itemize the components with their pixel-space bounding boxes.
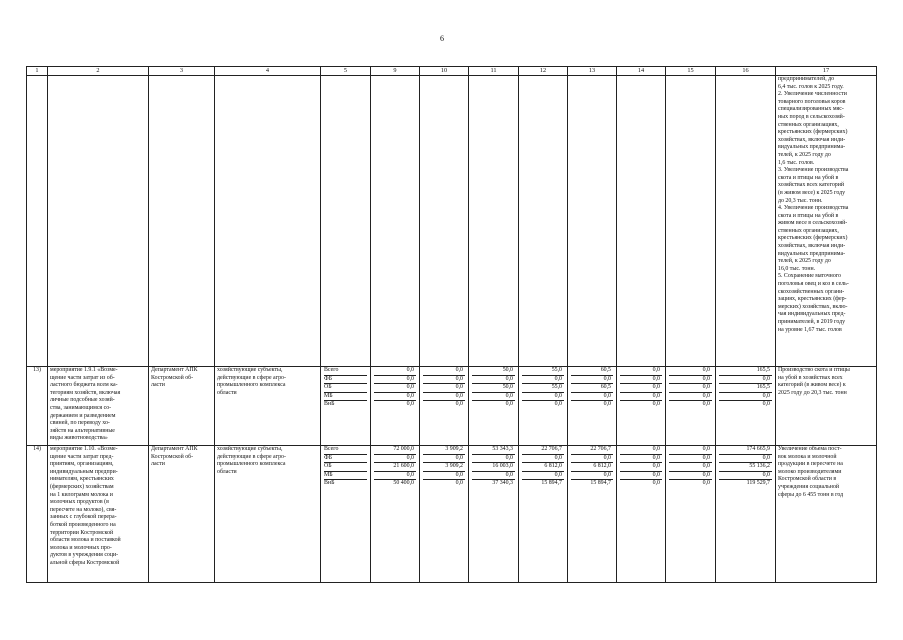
- amount-cell: [420, 367, 469, 446]
- continuation-cell: [371, 76, 420, 367]
- text-line: области молока и поставкой: [50, 537, 121, 544]
- result-line: телей, к 2025 году до: [778, 258, 831, 265]
- text-line: промышленного комплекса: [217, 461, 286, 468]
- result-line: живом весе в сельскохозяй-: [778, 220, 848, 227]
- amount-value: 60,5: [571, 384, 613, 393]
- amount-value: 16 003,0: [472, 463, 515, 472]
- amount-value: 0,0: [423, 472, 465, 481]
- text-line: области: [217, 468, 237, 475]
- text-line: держанием и разведением: [50, 412, 116, 419]
- result-line: 2. Увеличение численности: [778, 91, 847, 98]
- amount-value: 0,0: [652, 480, 660, 487]
- result-line: хозяйствах, включая инди-: [778, 243, 846, 250]
- header-cell: 16: [716, 67, 776, 76]
- amount-value: 0,0: [522, 455, 564, 464]
- amount-value: 0,0: [455, 401, 463, 408]
- amount-value: 0,0: [719, 376, 772, 385]
- amount-value: 119 529,7: [746, 480, 770, 487]
- amount-value: 0,0: [620, 446, 662, 455]
- amount-cell: [568, 367, 617, 446]
- amount-value: 0,0: [423, 367, 465, 376]
- text-line: ласти: [151, 461, 165, 468]
- amount-value: 0,0: [472, 376, 515, 385]
- result-line: 2025 году до 20,3 тыс. тонн: [778, 389, 847, 396]
- header-row: [27, 67, 877, 76]
- result-line: предпринимателей, до: [778, 76, 835, 82]
- amount-value: 37 340,3: [492, 480, 513, 487]
- text-line: щение части затрат пред-: [50, 453, 114, 460]
- amount-value: 0,0: [620, 367, 662, 376]
- text-line: приятиям, организациям,: [50, 461, 114, 468]
- page-number: 6: [440, 34, 444, 43]
- funding-source: МБ: [324, 393, 367, 402]
- result-line: 6,4 тыс. голов к 2025 году.: [778, 83, 844, 90]
- continuation-cell: [321, 76, 371, 367]
- amount-value: 0,0: [571, 393, 613, 402]
- amount-value: 0,0: [472, 393, 515, 402]
- result-line: вок молока и молочной: [778, 453, 837, 460]
- header-cell: 5: [321, 67, 371, 76]
- amount-value: 0,0: [522, 376, 564, 385]
- text-line: Костромской об-: [151, 453, 194, 460]
- text-line: свиней, по переводу хо-: [50, 420, 110, 427]
- amount-cell: [519, 446, 568, 583]
- amount-value: 0,0: [406, 401, 414, 408]
- amount-value: 0,0: [603, 401, 611, 408]
- amount-value: 15 894,7: [541, 480, 562, 487]
- funding-source: ФБ: [324, 376, 367, 385]
- result-line: ственных организациях,: [778, 121, 839, 128]
- result-line: скота и птицы на убой в: [778, 174, 839, 181]
- continuation-cell: [666, 76, 716, 367]
- text-line: тегориям хозяйств, включая: [50, 389, 121, 396]
- amount-cell: [666, 367, 716, 446]
- amount-value: 21 600,0: [374, 463, 416, 472]
- continuation-cell: [716, 76, 776, 367]
- result-line: чая индивидуальных пред-: [778, 311, 846, 318]
- row-number: 14): [27, 446, 48, 583]
- result-line: Костромской области в: [778, 476, 837, 483]
- header-cell: 13: [568, 67, 617, 76]
- result-cell: [776, 446, 877, 583]
- continuation-result-cell: [776, 76, 877, 367]
- text-line: мероприятие 1.10. «Возме-: [50, 446, 118, 452]
- header-cell: 15: [666, 67, 716, 76]
- amount-value: 3 909,2: [423, 463, 465, 472]
- result-line: 16,0 тыс. тонн.: [778, 265, 816, 272]
- amount-value: 0,0: [423, 376, 465, 385]
- text-line: хозяйствующие субъекты,: [217, 446, 283, 452]
- text-line: ластного бюджета всем ка-: [50, 382, 118, 389]
- amount-value: 55,0: [522, 384, 564, 393]
- amount-value: 0,0: [374, 393, 416, 402]
- funding-source: ОБ: [324, 384, 367, 393]
- text-line: действующие в сфере агро-: [217, 453, 286, 460]
- amount-value: 0,0: [571, 376, 613, 385]
- amount-value: 0,0: [522, 393, 564, 402]
- result-line: учреждения социальной: [778, 483, 840, 490]
- amount-value: 0,0: [522, 472, 564, 481]
- amount-value: 72 000,0: [374, 446, 416, 455]
- text-line: занных с глубокой перера-: [50, 514, 117, 521]
- executor-cell: [149, 367, 215, 446]
- amount-cell: [469, 367, 519, 446]
- amount-value: 53 343,3: [472, 446, 515, 455]
- event-cell: [48, 446, 149, 583]
- result-line: 1,6 тыс. голов.: [778, 159, 815, 166]
- text-line: (фермерских) хозяйствам: [50, 483, 114, 490]
- result-line: зациях, крестьянских (фер-: [778, 296, 847, 303]
- continuation-cell: [568, 76, 617, 367]
- continuation-cell: [617, 76, 666, 367]
- text-line: личные подсобные хозяй-: [50, 397, 115, 404]
- text-line: Костромской об-: [151, 374, 194, 381]
- amount-value: 0,0: [620, 376, 662, 385]
- participants-cell: [215, 446, 321, 583]
- header-cell: 2: [48, 67, 149, 76]
- result-line: товарного поголовья коров: [778, 98, 846, 105]
- table-row: [27, 367, 877, 446]
- header-cell: 14: [617, 67, 666, 76]
- executor-cell: [149, 446, 215, 583]
- result-line: до 20,3 тыс. тонн.: [778, 197, 823, 204]
- row-number: 13): [27, 367, 48, 446]
- funding-source-cell: [321, 367, 371, 446]
- result-line: поголовья овец и коз в сель-: [778, 281, 849, 288]
- event-cell: [48, 367, 149, 446]
- amount-value: 0,0: [669, 446, 712, 455]
- amount-value: 0,0: [620, 393, 662, 402]
- amount-value: 0,0: [719, 472, 772, 481]
- result-line: мерских) хозяйствах, вклю-: [778, 303, 848, 310]
- continuation-cell: [27, 76, 48, 367]
- amount-value: 0,0: [374, 376, 416, 385]
- result-line: сферы до 6 455 тонн в год: [778, 491, 844, 498]
- amount-cell: [716, 367, 776, 446]
- text-line: на 1 килограмм молока и: [50, 491, 113, 498]
- amount-value: 0,0: [669, 384, 712, 393]
- amount-cell: [519, 367, 568, 446]
- amount-value: 0,0: [669, 367, 712, 376]
- program-table: [26, 66, 877, 583]
- participants-cell: [215, 367, 321, 446]
- amount-cell: [469, 446, 519, 583]
- text-line: хозяйствующие субъекты,: [217, 367, 283, 373]
- result-line: принимателей, в 2019 году: [778, 319, 846, 325]
- amount-value: 6 812,0: [522, 463, 564, 472]
- result-line: на убой в хозяйствах всех: [778, 374, 843, 381]
- result-line: Производство скота и птицы: [778, 367, 850, 373]
- result-line: видуальных предпринима-: [778, 144, 846, 151]
- result-line: специализированных мяс-: [778, 106, 844, 113]
- table-row: [27, 446, 877, 583]
- text-line: Департамент АПК: [151, 446, 198, 452]
- amount-value: 0,0: [762, 401, 770, 408]
- text-line: щение части затрат из об-: [50, 374, 115, 381]
- text-line: молочных продуктов (в: [50, 499, 109, 506]
- amount-value: 0,0: [374, 455, 416, 464]
- amount-value: 15 894,7: [590, 480, 611, 487]
- amount-value: 0,0: [652, 401, 660, 408]
- amount-value: 0,0: [669, 455, 712, 464]
- amount-value: 165,5: [719, 384, 772, 393]
- text-line: дуктов в учреждения соци-: [50, 552, 119, 559]
- funding-source: Всего: [324, 446, 367, 455]
- continuation-cell: [215, 76, 321, 367]
- amount-value: 22 706,7: [522, 446, 564, 455]
- amount-value: 0,0: [620, 463, 662, 472]
- amount-value: 0,0: [702, 480, 710, 487]
- amount-cell: [716, 446, 776, 583]
- amount-value: 0,0: [455, 480, 463, 487]
- amount-value: 3 909,2: [423, 446, 465, 455]
- result-line: видуальных предпринима-: [778, 250, 846, 257]
- continuation-cell: [420, 76, 469, 367]
- amount-cell: [617, 446, 666, 583]
- result-line: хозяйствах, включая инди-: [778, 136, 846, 143]
- amount-value: 0,0: [719, 455, 772, 464]
- result-cell: [776, 367, 877, 446]
- result-line: (в живом весе) к 2025 году: [778, 189, 846, 196]
- result-line: на уровне 1,67 тыс. голов: [778, 326, 842, 333]
- amount-value: 0,0: [374, 384, 416, 393]
- text-line: нимателям, крестьянских: [50, 476, 114, 483]
- amount-value: 0,0: [423, 384, 465, 393]
- amount-value: 50,0: [472, 384, 515, 393]
- header-cell: 17: [776, 67, 877, 76]
- amount-value: 0,0: [374, 472, 416, 481]
- amount-value: 6 812,0: [571, 463, 613, 472]
- amount-value: 50 400,0: [393, 480, 414, 487]
- text-line: территории Костромской: [50, 529, 114, 536]
- amount-value: 0,0: [423, 393, 465, 402]
- result-line: крестьянских (фермерских): [778, 129, 848, 136]
- continuation-cell: [149, 76, 215, 367]
- header-cell: 1: [27, 67, 48, 76]
- result-line: 5. Сохранение маточного: [778, 273, 841, 280]
- continuation-row: [27, 76, 877, 367]
- amount-value: 0,0: [571, 472, 613, 481]
- result-line: Увеличение объема пост-: [778, 446, 842, 452]
- amount-value: 0,0: [423, 455, 465, 464]
- amount-value: 55,0: [522, 367, 564, 376]
- text-line: ласти: [151, 382, 165, 389]
- amount-value: 0,0: [702, 401, 710, 408]
- funding-source: ФБ: [324, 455, 367, 464]
- text-line: боткой произведенного на: [50, 521, 116, 528]
- text-line: зяйств на альтернативные: [50, 427, 115, 434]
- result-line: продукции в пересчете на: [778, 461, 843, 468]
- result-line: 3. Увеличение производства: [778, 167, 849, 174]
- amount-value: 0,0: [669, 376, 712, 385]
- continuation-cell: [519, 76, 568, 367]
- funding-source: ОБ: [324, 463, 367, 472]
- amount-value: 165,5: [719, 367, 772, 376]
- amount-value: 174 665,9: [719, 446, 772, 455]
- amount-cell: [420, 446, 469, 583]
- amount-value: 0,0: [505, 401, 513, 408]
- header-cell: 9: [371, 67, 420, 76]
- result-line: категорий (в живом весе) к: [778, 382, 846, 389]
- result-line: скохозяйственных органи-: [778, 288, 845, 295]
- result-line: 4. Увеличение производства: [778, 205, 849, 212]
- result-line: ных пород в сельскохозяй-: [778, 113, 845, 120]
- amount-value: 0,0: [620, 472, 662, 481]
- result-line: крестьянских (фермерских): [778, 235, 848, 242]
- amount-value: 0,0: [669, 463, 712, 472]
- amount-value: 0,0: [571, 455, 613, 464]
- continuation-cell: [48, 76, 149, 367]
- header-cell: 12: [519, 67, 568, 76]
- amount-value: 0,0: [620, 384, 662, 393]
- amount-cell: [666, 446, 716, 583]
- result-line: молоко производителями: [778, 468, 842, 475]
- result-line: хозяйствах всех категорий: [778, 182, 845, 189]
- text-line: индивидуальным предпри-: [50, 468, 118, 475]
- result-line: ственных организациях,: [778, 227, 839, 234]
- text-line: области: [217, 389, 237, 396]
- result-line: скота и птицы на убой в: [778, 212, 839, 219]
- funding-source: ВнБ: [324, 401, 335, 408]
- text-line: виды животноводства»: [50, 435, 108, 442]
- text-line: действующие в сфере агро-: [217, 374, 286, 381]
- amount-value: 0,0: [472, 455, 515, 464]
- amount-value: 50,0: [472, 367, 515, 376]
- amount-cell: [617, 367, 666, 446]
- amount-value: 0,0: [669, 472, 712, 481]
- amount-value: 22 706,7: [571, 446, 613, 455]
- text-line: ства, занимающимся со-: [50, 404, 112, 411]
- header-cell: 3: [149, 67, 215, 76]
- header-cell: 10: [420, 67, 469, 76]
- text-line: мероприятие 1.9.1 «Возме-: [50, 367, 118, 373]
- amount-cell: [371, 367, 420, 446]
- header-cell: 11: [469, 67, 519, 76]
- amount-value: 60,5: [571, 367, 613, 376]
- amount-value: 0,0: [472, 472, 515, 481]
- text-line: альной сферы Костромской: [50, 559, 120, 566]
- funding-source: Всего: [324, 367, 367, 376]
- header-cell: 4: [215, 67, 321, 76]
- amount-cell: [371, 446, 420, 583]
- funding-source: ВнБ: [324, 480, 335, 487]
- amount-cell: [568, 446, 617, 583]
- amount-value: 0,0: [620, 455, 662, 464]
- amount-value: 0,0: [669, 393, 712, 402]
- result-line: телей, к 2025 году до: [778, 151, 831, 158]
- text-line: Департамент АПК: [151, 367, 198, 373]
- funding-source: МБ: [324, 472, 367, 481]
- text-line: пересчете на молоко), свя-: [50, 506, 117, 513]
- funding-source-cell: [321, 446, 371, 583]
- amount-value: 55 136,2: [719, 463, 772, 472]
- continuation-cell: [469, 76, 519, 367]
- text-line: промышленного комплекса: [217, 382, 286, 389]
- amount-value: 0,0: [374, 367, 416, 376]
- amount-value: 0,0: [554, 401, 562, 408]
- amount-value: 0,0: [719, 393, 772, 402]
- text-line: молока и молочных про-: [50, 544, 112, 551]
